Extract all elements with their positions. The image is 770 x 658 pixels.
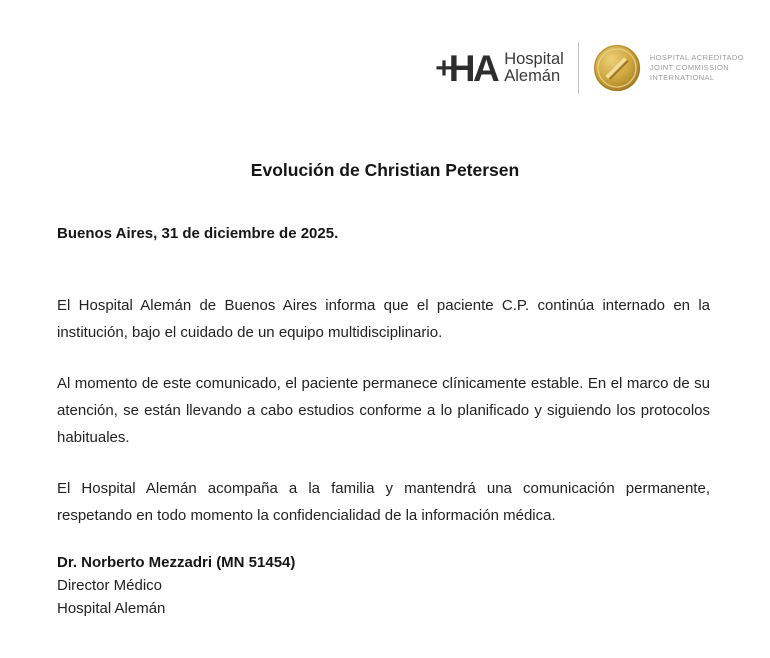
accreditation-text: [650, 53, 744, 83]
logo-wordmark-line2: Alemán: [504, 67, 561, 85]
body-paragraph-3: El Hospital Alemán acompaña a la familia y mantendrá una comunicación permanente, respetando en todo momento la confidencialidad de la información médica.: [57, 480, 710, 524]
date-line: Buenos Aires, 31 de diciembre de 2025.: [57, 225, 339, 242]
logo-wordmark-line1: Hospital: [504, 50, 564, 68]
accreditation-line3: INTERNATIONAL: [649, 73, 715, 82]
logo-plus-glyph: +: [435, 52, 453, 85]
signature-block: [57, 551, 710, 620]
logo-ha-glyph: HA: [448, 47, 498, 89]
jci-gold-seal-icon: [592, 43, 642, 93]
document-body: [0, 225, 770, 620]
accreditation-line2: JOINT COMMISSION: [649, 63, 730, 72]
signature-name: Dr. Norberto Mezzadri (MN 51454): [57, 554, 296, 571]
hospital-aleman-logo: [435, 47, 564, 89]
logo-wordmark: [504, 51, 564, 85]
body-paragraph-1: El Hospital Alemán de Buenos Aires informa que el paciente C.P. continúa internado en la institución, bajo el cuidado de un equipo multidisciplinario.: [57, 297, 710, 341]
accreditation-line1: HOSPITAL ACREDITADO: [649, 53, 744, 62]
page-title: Evolución de Christian Petersen: [250, 160, 520, 180]
signature-org: Hospital Alemán: [57, 600, 166, 617]
logo-divider: [578, 42, 579, 94]
header-logo-row: [0, 0, 770, 96]
body-paragraph-2: Al momento de este comunicado, el paciente permanece clínicamente estable. En el marco de su atención, se están llevando a cabo estudios conforme a lo planificado y siguiendo los protocolos habituales.: [57, 375, 710, 446]
signature-role: Director Médico: [57, 577, 163, 594]
